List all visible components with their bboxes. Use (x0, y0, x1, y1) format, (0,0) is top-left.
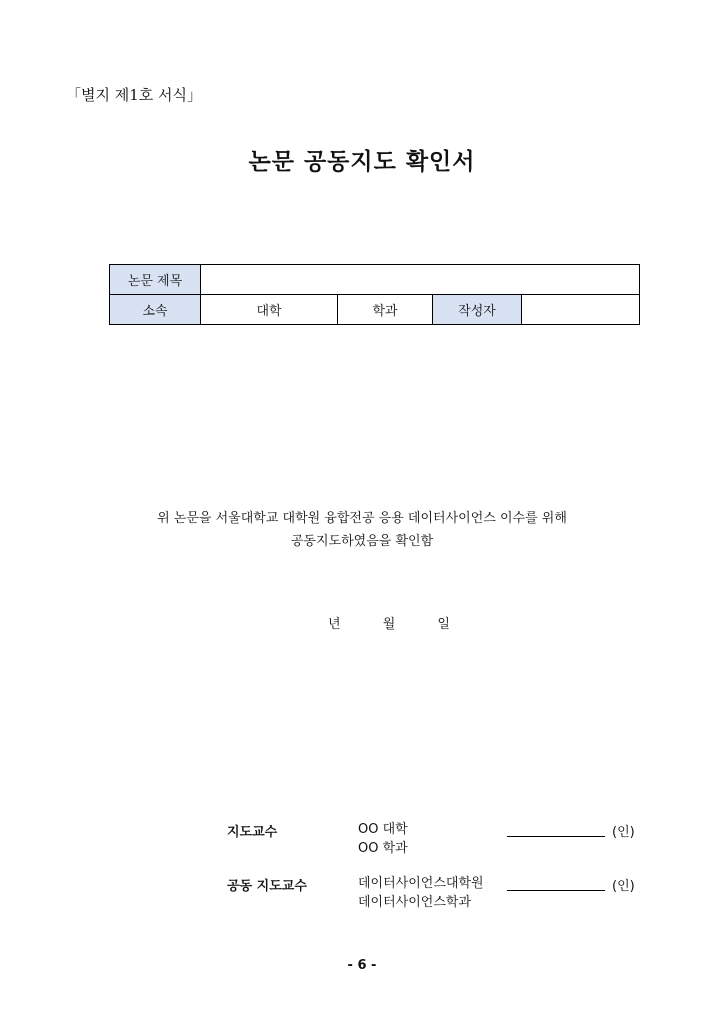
advisor-university: OO 대학 (358, 822, 408, 837)
co-advisor-affiliation (358, 874, 484, 912)
advisor-affiliation (358, 820, 408, 858)
affiliation-label: 소속 (110, 295, 201, 325)
advisor-seal-mark: (인) (612, 825, 635, 840)
statement-line-2: 공동지도하였음을 확인함 (290, 534, 434, 549)
co-advisor-department: 데이터사이언스학과 (358, 895, 472, 910)
advisor-department: OO 학과 (358, 841, 408, 856)
document-title: 논문 공동지도 확인서 (248, 149, 476, 175)
thesis-info-table (109, 264, 640, 325)
confirmation-statement (0, 507, 724, 553)
year-label: 년 (328, 617, 341, 632)
co-advisor-label: 공동 지도교수 (227, 879, 307, 894)
month-label: 월 (382, 617, 396, 632)
advisor-signature-line[interactable] (507, 836, 605, 837)
affiliation-row (110, 295, 640, 325)
author-label: 작성자 (433, 295, 522, 325)
thesis-title-label: 논문 제목 (110, 265, 201, 295)
page-number: - 6 - (347, 958, 377, 973)
thesis-title-row (110, 265, 640, 295)
statement-line-1: 위 논문을 서울대학교 대학원 융합전공 응용 데이터사이언스 이수를 위해 (157, 511, 567, 526)
department-suffix: 학과 (372, 304, 398, 319)
university-field[interactable] (201, 295, 338, 325)
advisor-label: 지도교수 (227, 825, 278, 840)
author-field[interactable] (522, 295, 640, 325)
date-line (328, 613, 450, 632)
university-suffix: 대학 (256, 304, 282, 319)
co-advisor-seal-mark: (인) (612, 879, 635, 894)
co-advisor-school: 데이터사이언스대학원 (358, 876, 484, 891)
thesis-title-field[interactable] (201, 265, 640, 295)
form-number-tag: 「별지 제1호 서식」 (66, 86, 203, 104)
day-label: 일 (437, 617, 450, 632)
department-field[interactable] (338, 295, 433, 325)
co-advisor-signature-line[interactable] (507, 890, 605, 891)
